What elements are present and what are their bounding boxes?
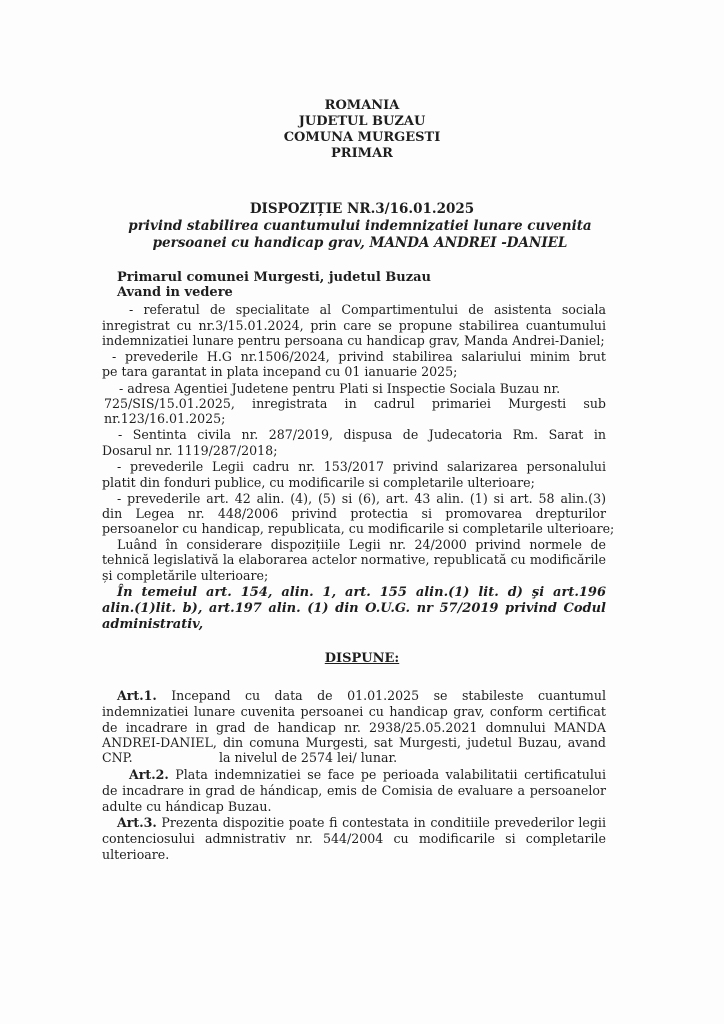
preamble-line: persoanelor cu handicap, republicata, cu modificarile si completarile ulterioare; (102, 521, 615, 536)
article-line: de incadrare in grad de handicap nr. 2938/25.05.2021 domnului MANDA (102, 720, 606, 735)
preamble-line: - prevederile Legii cadru nr. 153/2017 privind salarizarea personalului (117, 459, 606, 474)
article-line: adulte cu hándicap Buzau. (102, 799, 272, 814)
article-text: Prezenta dispozitie poate fi contestata in conditiile prevederilor legii (156, 815, 606, 830)
preamble-line: inregistrat cu nr.3/15.01.2024, prin care se propune stabilirea cuantumului (102, 318, 606, 333)
article-line: contenciosului admnistrativ nr. 544/2004 cu modificarile si completarile (102, 831, 606, 846)
considering-heading: Avand in vedere (117, 285, 233, 300)
article-label: Art.3. (117, 815, 157, 830)
article-1 (117, 688, 606, 703)
preamble-line: indemnizatiei lunare pentru persoana cu handicap grav, Manda Andrei-Daniel; (102, 333, 605, 348)
preamble-line: tehnică legislativă la elaborarea actelor normative, republicată cu modificările (102, 552, 606, 567)
amount-line: la nivelul de 2574 lei/ lunar. (219, 750, 398, 765)
subtitle-line: privind stabilirea cuantumului indemnizatiei lunare cuvenita (128, 218, 592, 234)
article-line: ulterioare. (102, 847, 170, 862)
document-header (0, 98, 724, 162)
article-line: indemnizatiei lunare cuvenita persoanei cu handicap grav, conform certificat (102, 704, 606, 719)
issuer: Primarul comunei Murgesti, judetul Buzau (117, 270, 431, 285)
preamble-line: - prevederile art. 42 alin. (4), (5) si (6), art. 43 alin. (1) si art. 58 alin.(3) (117, 491, 606, 506)
preamble-line: nr.123/16.01.2025; (104, 411, 226, 426)
preamble-line: - adresa Agentiei Judetene pentru Plati si Inspectie Sociala Buzau nr. (119, 381, 561, 396)
article-text: Plata indemnizatiei se face pe perioada valabilitatii certificatului (168, 767, 606, 782)
article-2 (129, 767, 606, 782)
preamble-line: - referatul de specialitate al Compartimentului de asistenta sociala (129, 302, 606, 317)
header-county: JUDETUL BUZAU (298, 114, 426, 129)
preamble-line: - Sentinta civila nr. 287/2019, dispusa de Judecatoria Rm. Sarat in (118, 427, 606, 442)
header-commune: COMUNA MURGESTI (283, 130, 441, 145)
subtitle-line: persoanei cu handicap grav, MANDA ANDREI -DANIEL (152, 235, 568, 251)
legal-basis-line: alin.(1)lit. b), art.197 alin. (1) din O.U.G. nr 57/2019 privind Codul (102, 601, 606, 616)
preamble-line: din Legea nr. 448/2006 privind protectia si promovarea drepturilor (102, 506, 606, 521)
document-subtitle (100, 218, 620, 252)
preamble-line: Dosarul nr. 1119/287/2018; (102, 443, 278, 458)
preamble-line: 725/SIS/15.01.2025, inregistrata in cadrul primariei Murgesti sub (104, 396, 606, 411)
article-label: Art.1. (117, 688, 157, 703)
header-country: ROMANIA (324, 98, 400, 113)
article-line: de incadrare in grad de hándicap, emis de Comisia de evaluare a persoanelor (102, 783, 606, 798)
preamble-line: - prevederile H.G nr.1506/2024, privind stabilirea salariului minim brut (112, 349, 606, 364)
article-3 (117, 815, 606, 830)
preamble-line: platit din fonduri publice, cu modificarile si completarile ulterioare; (102, 475, 535, 490)
header-office: PRIMAR (331, 146, 393, 161)
preamble-line: pe tara garantat in plata incepand cu 01 ianuarie 2025; (102, 364, 458, 379)
article-line: ANDREI-DANIEL, din comuna Murgesti, sat Murgesti, judetul Buzau, avand (102, 735, 606, 750)
article-text: Incepand cu data de 01.01.2025 se stabileste cuantumul (156, 688, 606, 703)
document-title: DISPOZIȚIE NR.3/16.01.2025 (249, 201, 475, 217)
preamble-line: și completările ulterioare; (102, 568, 269, 583)
legal-basis-line: administrativ, (102, 617, 204, 632)
cnp-label: CNP. (102, 750, 133, 765)
legal-basis-line: În temeiul art. 154, alin. 1, art. 155 alin.(1) lit. d) şi art.196 (117, 585, 606, 600)
preamble-line: Luând în considerare dispozițiile Legii nr. 24/2000 privind normele de (117, 537, 606, 552)
article-label: Art.2. (129, 767, 169, 782)
dispune-heading: DISPUNE: (324, 651, 400, 666)
